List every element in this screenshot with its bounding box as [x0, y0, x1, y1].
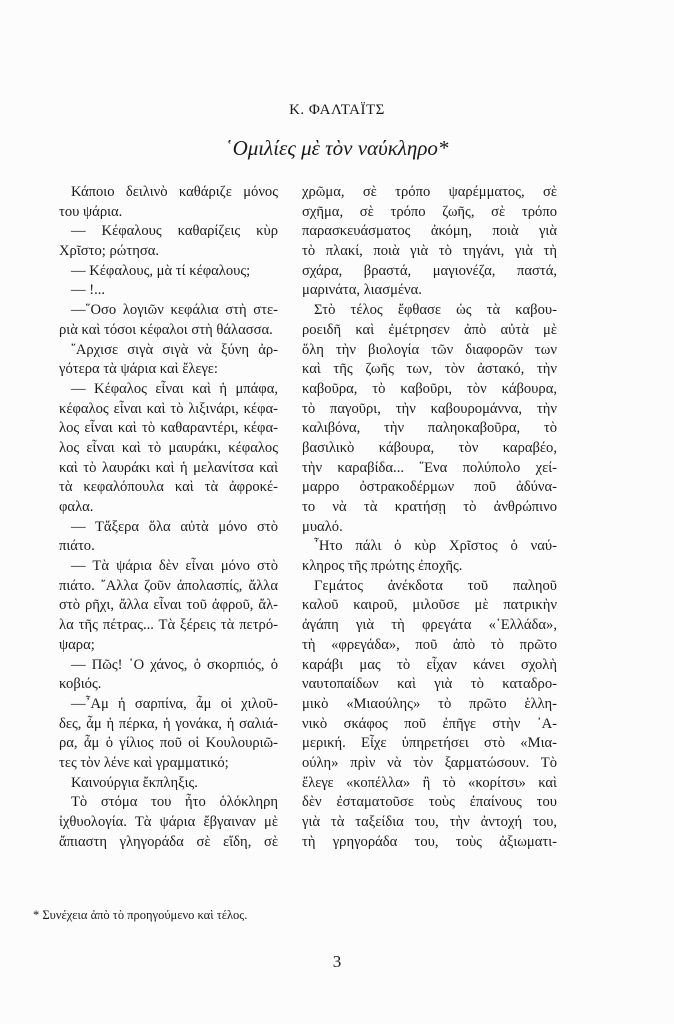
text-line: τες τὸν λένε καὶ γραμματικό;: [59, 754, 229, 771]
text-line: λος εἶναι καὶ τὸ μαυράκι, κέφαλος: [59, 439, 278, 456]
text-line: καβοῦρα, τὸ καβοῦρι, τὸν κάβουρα,: [302, 380, 557, 397]
text-line: ψαρα;: [59, 636, 95, 653]
text-line: — Κέφαλους, μὰ τί κέφαλους;: [71, 262, 251, 279]
text-line: —῏Αμ ἡ σαρπίνα, ἆμ οἱ χιλοῦ-: [71, 695, 278, 712]
text-line: μαρρο ὀστρακοδέρμων ποῦ ἀδύνα-: [302, 479, 557, 496]
text-line: καὶ τὸ λαυράκι καὶ ἡ μελανίτσα καὶ: [59, 459, 278, 476]
text-line: δὲν ἐσταματοῦσε τοὺς ἐπαίνους του: [302, 794, 557, 811]
text-line: ροειδῆ καὶ ἐμέτρησεν ἀπὸ αὐτὰ μὲ: [302, 321, 557, 338]
text-line: κέφαλος εἶναι καὶ τὸ λιξινάρι, κέφα-: [59, 400, 278, 417]
text-line: πιάτο.: [59, 538, 95, 555]
page-number: 3: [332, 952, 342, 971]
text-line: τὸ παγοῦρι, τὴν καβουρομάννα, τὴν: [302, 400, 557, 417]
text-line: μικὸ «Μιαούλης» τὸ πρῶτο ἑλλη-: [302, 695, 557, 712]
text-line: βασιλικὸ κάβουρα, τὸν καραβέο,: [302, 439, 557, 456]
text-line: στὸ ρῆχι, ἄλλα εἶναι τοῦ ἀφροῦ, ἄλ-: [59, 597, 278, 614]
text-line: γότερα τὰ ψάρια καὶ ἔλεγε:: [59, 361, 218, 378]
text-line: καράβι μας τὸ εἶχαν κάνει σχολὴ: [302, 656, 557, 673]
text-line: τὴ «φρεγάδα», ποῦ ἀπὸ τὸ πρῶτο: [302, 636, 557, 653]
text-line: ούλη» πρὶν νὰ τὸν ξαρματώσουν. Τὸ: [302, 754, 557, 771]
text-line: λα τῆς πέτρας... Τὰ ξέρεις τὰ πετρό-: [59, 617, 278, 634]
text-line: του ψάρια.: [59, 203, 123, 220]
text-line: καλιβόνα, τὴν παληοκαβοῦρα, τὸ: [302, 420, 557, 437]
text-line: Καινούργια ἔκπληξις.: [71, 774, 198, 791]
text-line: ὅλη τὴν βιολογία τῶν διαφορῶν των: [302, 341, 557, 358]
text-line: το νὰ τὰ κρατήσῃ τὸ ἀνθρώπινο: [302, 499, 557, 515]
text-line: παρασκευάσματος ἀκόμη, ποιὰ γιὰ: [302, 223, 557, 240]
text-line: Γεμάτος ἀνέκδοτα τοῦ παληοῦ: [314, 577, 557, 594]
text-line: τὰ κεφαλόπουλα καὶ τὰ ἀφροκέ-: [59, 479, 278, 496]
text-line: —῞Οσο λογιῶν κεφάλια στὴ στε-: [71, 302, 278, 319]
text-line: κληρος τῆς πρώτης ἐποχῆς.: [302, 558, 463, 575]
text-line: ριὰ καὶ τόσοι κέφαλοι στὴ θάλασσα.: [59, 321, 273, 338]
text-line: — !...: [71, 282, 106, 299]
text-line: σχῆμα, σὲ τρόπο ζωῆς, σὲ τρόπο: [302, 203, 557, 220]
text-line: τὸ πλακί, ποιὰ γιὰ τὸ τηγάνι, γιὰ τὴ: [302, 243, 557, 260]
text-line: μυαλό.: [302, 518, 343, 535]
text-line: — Κέφαλους καθαρίζεις κὺρ: [71, 223, 278, 240]
text-line: γιὰ τὰ ταξείδια του, τὴν ἀντοχή του,: [302, 814, 557, 830]
text-line: — Τἄξερα ὅλα αὐτὰ μόνο στὸ: [71, 518, 278, 535]
text-line: Κάποιο δειλινὸ καθάριζε μόνος: [71, 184, 278, 200]
text-line: ἰχθυολογία. Τὰ ψάρια ἔβγαιναν μὲ: [59, 814, 278, 830]
text-line: — Κέφαλος εἶναι καὶ ἡ μπάφα,: [71, 380, 278, 397]
text-line: πιάτο. ῎Αλλα ζοῦν ἀπολασπίς, ἄλλα: [59, 577, 278, 594]
text-line: ῎Αρχισε σιγὰ σιγὰ νὰ ξύνη ἀρ-: [71, 341, 278, 358]
text-line: τὴ γρηγοράδα του, τοὺς ἀξιωματι-: [302, 833, 557, 850]
text-line: μαρινάτα, λιασμένα.: [302, 282, 422, 299]
text-line: ρα, ἆμ ὁ γίλιος ποῦ οἱ Κουλουριῶ-: [59, 735, 278, 752]
right-column: [302, 183, 557, 852]
text-line: καὶ τῆς ζωῆς των, τὸν ἀστακό, τὴν: [302, 361, 557, 378]
footnote: * Συνέχεια ἀπὸ τὸ προηγούμενο καὶ τέλος.: [33, 908, 248, 922]
text-line: ἀγάπη γιὰ τὴ φρεγάτα «῾Ελλάδα»,: [302, 617, 557, 634]
text-line: — Πῶς! ῾Ο χάνος, ὁ σκορπιός, ὁ: [71, 656, 278, 673]
text-line: ἔλεγε «κοπέλλα» ἢ τὸ «κορίτσι» καὶ: [302, 774, 557, 791]
text-line: σχάρα, βραστά, μαγιονέζα, παστά,: [302, 262, 557, 279]
text-line: φαλα.: [59, 499, 94, 515]
article-title: ῾Ομιλίες μὲ τὸν ναύκληρο*: [225, 136, 449, 160]
left-column: [59, 183, 278, 852]
text-line: Στὸ τέλος ἔφθασε ὡς τὰ καβου-: [314, 302, 557, 319]
text-line: ναυτοπαίδων καὶ γιὰ τὸ καταδρο-: [302, 676, 557, 693]
text-line: Τὸ στόμα του ἦτο ὁλόκληρη: [71, 794, 278, 811]
text-line: — Τὰ ψάρια δὲν εἶναι μόνο στὸ: [71, 558, 278, 575]
text-line: νικὸ σκάφος ποῦ ἐπῆγε στὴν ᾿Α-: [302, 715, 557, 732]
text-line: λος εἶναι καὶ τὸ καθαραντέρι, κέφα-: [59, 420, 278, 437]
text-line: τὴν καραβίδα... ῞Ενα πολύπολο χεί-: [302, 459, 557, 476]
text-line: Χρῖστο; ρώτησα.: [59, 243, 160, 260]
text-line: δες, ἆμ ἡ πέρκα, ἡ γονάκα, ἡ σαλιά-: [59, 715, 278, 732]
text-line: ῏Ητο πάλι ὁ κὺρ Χρῖστος ὁ ναύ-: [314, 538, 557, 555]
text-line: κοβιός.: [59, 676, 102, 693]
text-line: χρῶμα, σὲ τρόπο ψαρέμματος, σὲ: [302, 184, 557, 200]
text-line: μερική. Εἶχε ὑπηρετήσει στὸ «Μια-: [302, 735, 557, 752]
author-name: Κ. ΦΑΛΤΑΪΤΣ: [289, 102, 385, 118]
text-line: ἄπιαστη γληγοράδα σὲ εἴδη, σὲ: [59, 833, 278, 850]
text-line: καλοῦ καιροῦ, μιλοῦσε μὲ πατρικὴν: [302, 597, 557, 614]
